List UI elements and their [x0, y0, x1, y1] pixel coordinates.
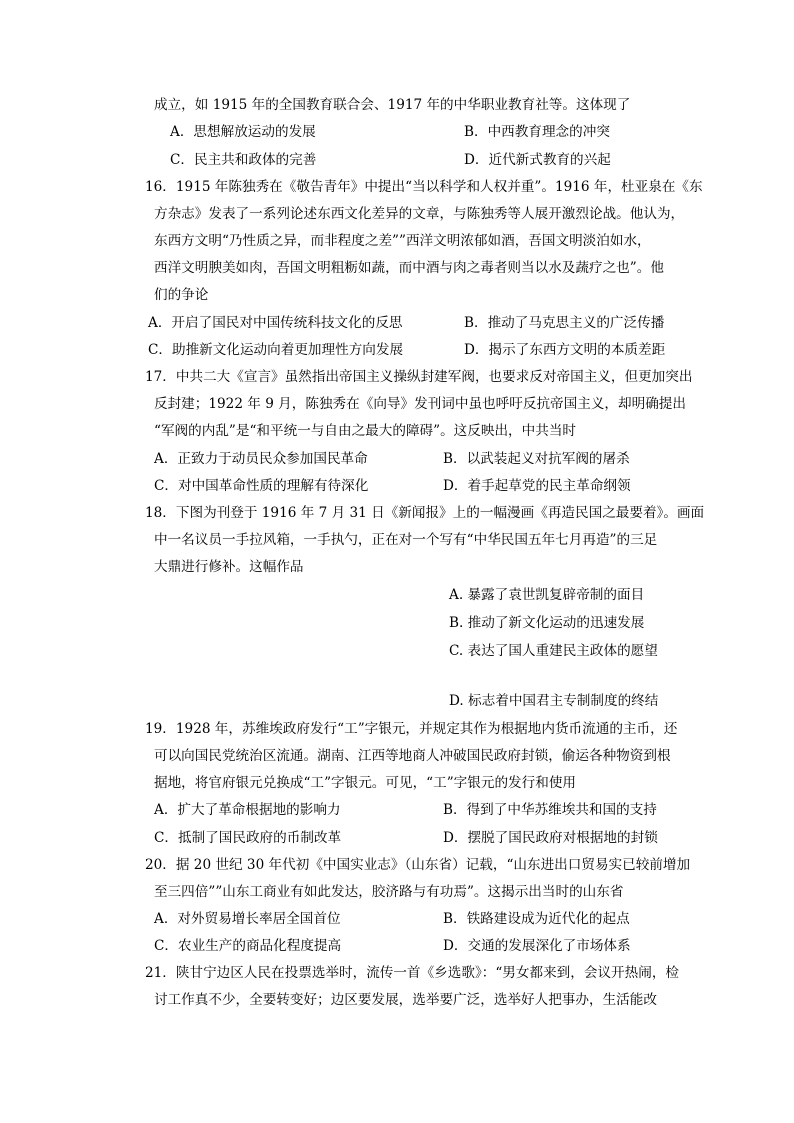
q16-option-c[interactable]: C．助推新文化运动向着更加理性方向发展	[148, 342, 404, 358]
q15-option-a[interactable]: A．思想解放运动的发展	[170, 124, 316, 140]
q16-stem-line-3: 东西方文明“乃性质之异，而非程度之差””西洋文明浓郁如酒，吾国文明淡泊如水，	[154, 233, 651, 249]
q19-option-b[interactable]: B．得到了中华苏维埃共和国的支持	[443, 802, 657, 818]
q20-option-c[interactable]: C．农业生产的商品化程度提高	[154, 938, 342, 954]
q17-option-d[interactable]: D．着手起草党的民主革命纲领	[443, 478, 631, 494]
q18-option-b[interactable]: B. 推动了新文化运动的迅速发展	[449, 615, 645, 631]
q18-option-c[interactable]: C. 表达了国人重建民主政体的愿望	[449, 643, 658, 659]
q17-stem-line-2: 反封建；1922 年 9 月，陈独秀在《向导》发刊词中虽也呼吁反抗帝国主义，却明确提出	[154, 396, 686, 412]
q19-option-d[interactable]: D．摆脱了国民政府对根据地的封锁	[443, 830, 658, 846]
q16-stem-line-1: 16．1915 年陈独秀在《敬告青年》中提出“当以科学和人权并重”。1916 年，杜亚泉在《东	[145, 179, 703, 195]
q18-stem-line-1: 18．下图为刊登于 1916 年 7 月 31 日《新闻报》上的一幅漫画《再造民国之最要着》。画面	[145, 505, 705, 521]
q19-option-c[interactable]: C．抵制了国民政府的币制改革	[154, 830, 342, 846]
q20-option-b[interactable]: B．铁路建设成为近代化的起点	[443, 911, 630, 927]
q15-option-d[interactable]: D．近代新式教育的兴起	[464, 152, 611, 168]
q15-option-c[interactable]: C．民主共和政体的完善	[170, 152, 317, 168]
q18-option-d[interactable]: D. 标志着中国君主专制制度的终结	[449, 693, 659, 709]
q16-option-a[interactable]: A．开启了国民对中国传统科技文化的反思	[148, 315, 403, 331]
q16-option-b[interactable]: B．推动了马克思主义的广泛传播	[464, 315, 665, 331]
q16-option-d[interactable]: D．揭示了东西方文明的本质差距	[464, 342, 666, 358]
q17-option-b[interactable]: B．以武装起义对抗军阀的屠杀	[443, 451, 630, 467]
q18-stem-line-2: 中一名议员一手拉风箱，一手执勺，正在对一个写有“中华民国五年七月再造”的三足	[154, 532, 658, 548]
q20-option-a[interactable]: A．对外贸易增长率居全国首位	[154, 911, 341, 927]
q15-stem-tail: 成立，如 1915 年的全国教育联合会、1917 年的中华职业教育社等。这体现了	[154, 97, 631, 113]
q16-stem-line-2: 方杂志》发表了一系列论述东西文化差异的文章，与陈独秀等人展开激烈论战。他认为，	[154, 206, 685, 222]
q16-stem-line-4: 西洋文明腴美如肉，吾国文明粗粝如蔬，而中酒与肉之毒者则当以水及蔬疗之也”。他	[154, 260, 664, 276]
q17-stem-line-3: “军阀的内乱”是“和平统一与自由之最大的障碍”。这反映出，中共当时	[154, 423, 577, 439]
q15-option-b[interactable]: B．中西教育理念的冲突	[464, 124, 610, 140]
q18-stem-line-3: 大鼎进行修补。这幅作品	[154, 559, 304, 575]
q19-option-a[interactable]: A．扩大了革命根据地的影响力	[154, 802, 341, 818]
q19-stem-line-2: 可以向国民党统治区流通。湖南、江西等地商人冲破国民政府封锁，偷运各种物资到根	[154, 748, 671, 764]
q21-stem-line-2: 讨工作真不少，全要转变好；边区要发展，选举要广泛，选举好人把事办，生活能改	[154, 992, 657, 1008]
q20-stem-line-2: 至三四倍””山东工商业有如此发达，胶济路与有功焉”。这揭示出当时的山东省	[154, 884, 624, 900]
q18-option-a[interactable]: A. 暴露了袁世凯复辟帝制的面目	[449, 587, 645, 603]
q21-stem-line-1: 21．陕甘宁边区人民在投票选举时，流传一首《乡选歌》：“男女都来到，会议开热闹，检	[145, 965, 680, 981]
q16-stem-line-5: 们的争论	[154, 287, 209, 303]
q19-stem-line-1: 19．1928 年，苏维埃政府发行“工”字银元，并规定其作为根据地内货币流通的主币，还	[145, 721, 678, 737]
q17-option-a[interactable]: A．正致力于动员民众参加国民革命	[154, 451, 368, 467]
q19-stem-line-3: 据地，将官府银元兑换成“工”字银元。可见，“工”字银元的发行和使用	[154, 775, 577, 791]
q17-stem-line-1: 17．中共二大《宣言》虽然指出帝国主义操纵封建军阀，也要求反对帝国主义，但更加突出	[145, 369, 693, 385]
q20-stem-line-1: 20．据 20 世纪 30 年代初《中国实业志》（山东省）记载，“山东进出口贸易实已较前增加	[145, 857, 691, 873]
q20-option-d[interactable]: D．交通的发展深化了市场体系	[443, 938, 631, 954]
q17-option-c[interactable]: C．对中国革命性质的理解有待深化	[154, 478, 369, 494]
